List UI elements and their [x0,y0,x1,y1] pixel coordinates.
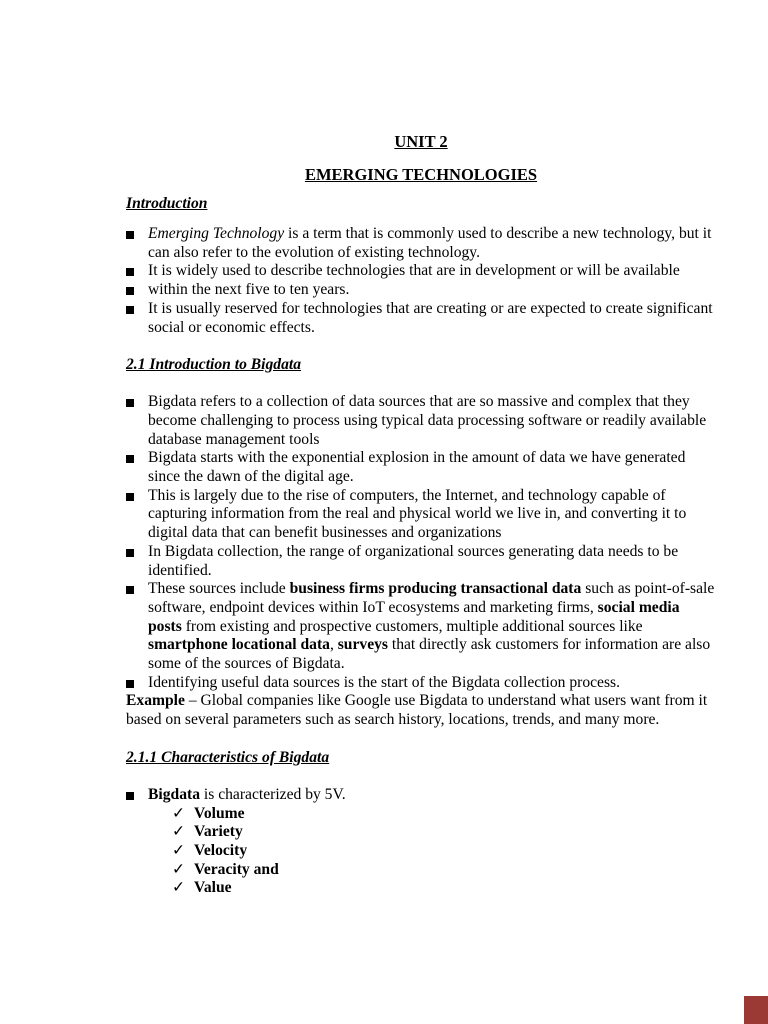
list-item [126,225,716,262]
bold-term: Bigdata [148,785,200,803]
bold-term: business firms producing transactional data [289,580,582,598]
list-item-text: Bigdata starts with the exponential explosion in the amount of data we have generated since the dawn of the digital age. [148,449,686,486]
five-v-list [126,805,716,899]
list-item-text: is a term that is commonly used to describe a new technology, but it can also refer to the evolution of existing technology. [148,225,712,261]
bold-term: surveys [337,636,388,654]
characteristics-heading: 2.1.1 Characteristics of Bigdata [126,748,330,766]
list-item-text: Identifying useful data sources is the start of the Bigdata collection process. [148,673,621,691]
list-item [126,580,716,674]
example-paragraph [126,692,716,729]
emphasized-term: Emerging Technology [148,225,285,242]
list-item-text: that directly ask customers for information are also some of the sources of Bigdata. [148,636,711,673]
check-item-text: Value [194,879,232,897]
list-item [126,674,716,693]
list-item-text: It is widely used to describe technologies that are in development or will be available [148,262,680,280]
example-label: Example [126,692,185,710]
list-item [126,543,716,580]
list-item-text: within the next five to ten years. [148,281,350,299]
check-list-item [172,841,716,861]
document-title: EMERGING TECHNOLOGIES [304,165,538,184]
bold-term: smartphone locational data [148,636,330,654]
check-item-text: Volume [194,804,245,822]
list-item-text: In Bigdata collection, the range of organizational sources generating data needs to be identified. [148,542,679,579]
list-item-text: These sources include [148,580,290,598]
list-item [126,786,716,805]
list-item-text: This is largely due to the rise of computers, the Internet, and technology capable of capturing information from the real and physical world we live in, and converting it to digital data that can benefit businesses and organizations [148,486,687,542]
unit-title: UNIT 2 [394,132,448,151]
check-icon: ✓ [172,879,186,897]
list-item-text: Bigdata refers to a collection of data sources that are so massive and complex that they become challenging to process using typical data processing software or readily available database management tools [148,393,707,448]
list-item-text: from existing and prospective customers, multiple additional sources like [181,617,643,635]
list-item [126,449,716,486]
check-icon: ✓ [172,804,186,822]
check-item-text: Veracity and [194,860,279,878]
introduction-list [126,225,716,337]
list-item [126,300,716,337]
bigdata-intro-heading: 2.1 Introduction to Bigdata [126,356,302,374]
check-list-item [172,804,716,824]
bold-term: social media posts [148,598,680,635]
introduction-heading: Introduction [126,195,208,212]
check-icon: ✓ [172,860,186,878]
list-item [126,487,716,543]
list-item [126,281,716,300]
list-item-text: such as point-of-sale software, endpoint devices within IoT ecosystems and marketing firms, [148,580,715,616]
characteristics-list [126,786,716,805]
list-item-text: is characterized by 5V. [200,785,346,803]
check-list-item [172,879,716,898]
check-item-text: Velocity [194,841,248,859]
example-text: – Global companies like Google use Bigdata to understand what users want from it based on several parameters such as search history, locations, trends, and many more. [126,692,708,729]
check-list-item [172,860,716,880]
document-page [126,131,716,898]
check-icon: ✓ [172,841,186,859]
check-list-item [172,823,716,842]
page-corner-marker [744,996,768,1024]
check-icon: ✓ [172,823,186,841]
check-item-text: Variety [194,823,243,841]
list-item-text: , [329,636,338,654]
list-item [126,393,716,449]
list-item-text: It is usually reserved for technologies that are creating or are expected to create significant social or economic effects. [148,299,713,336]
bigdata-intro-list [126,393,716,692]
list-item [126,262,716,281]
